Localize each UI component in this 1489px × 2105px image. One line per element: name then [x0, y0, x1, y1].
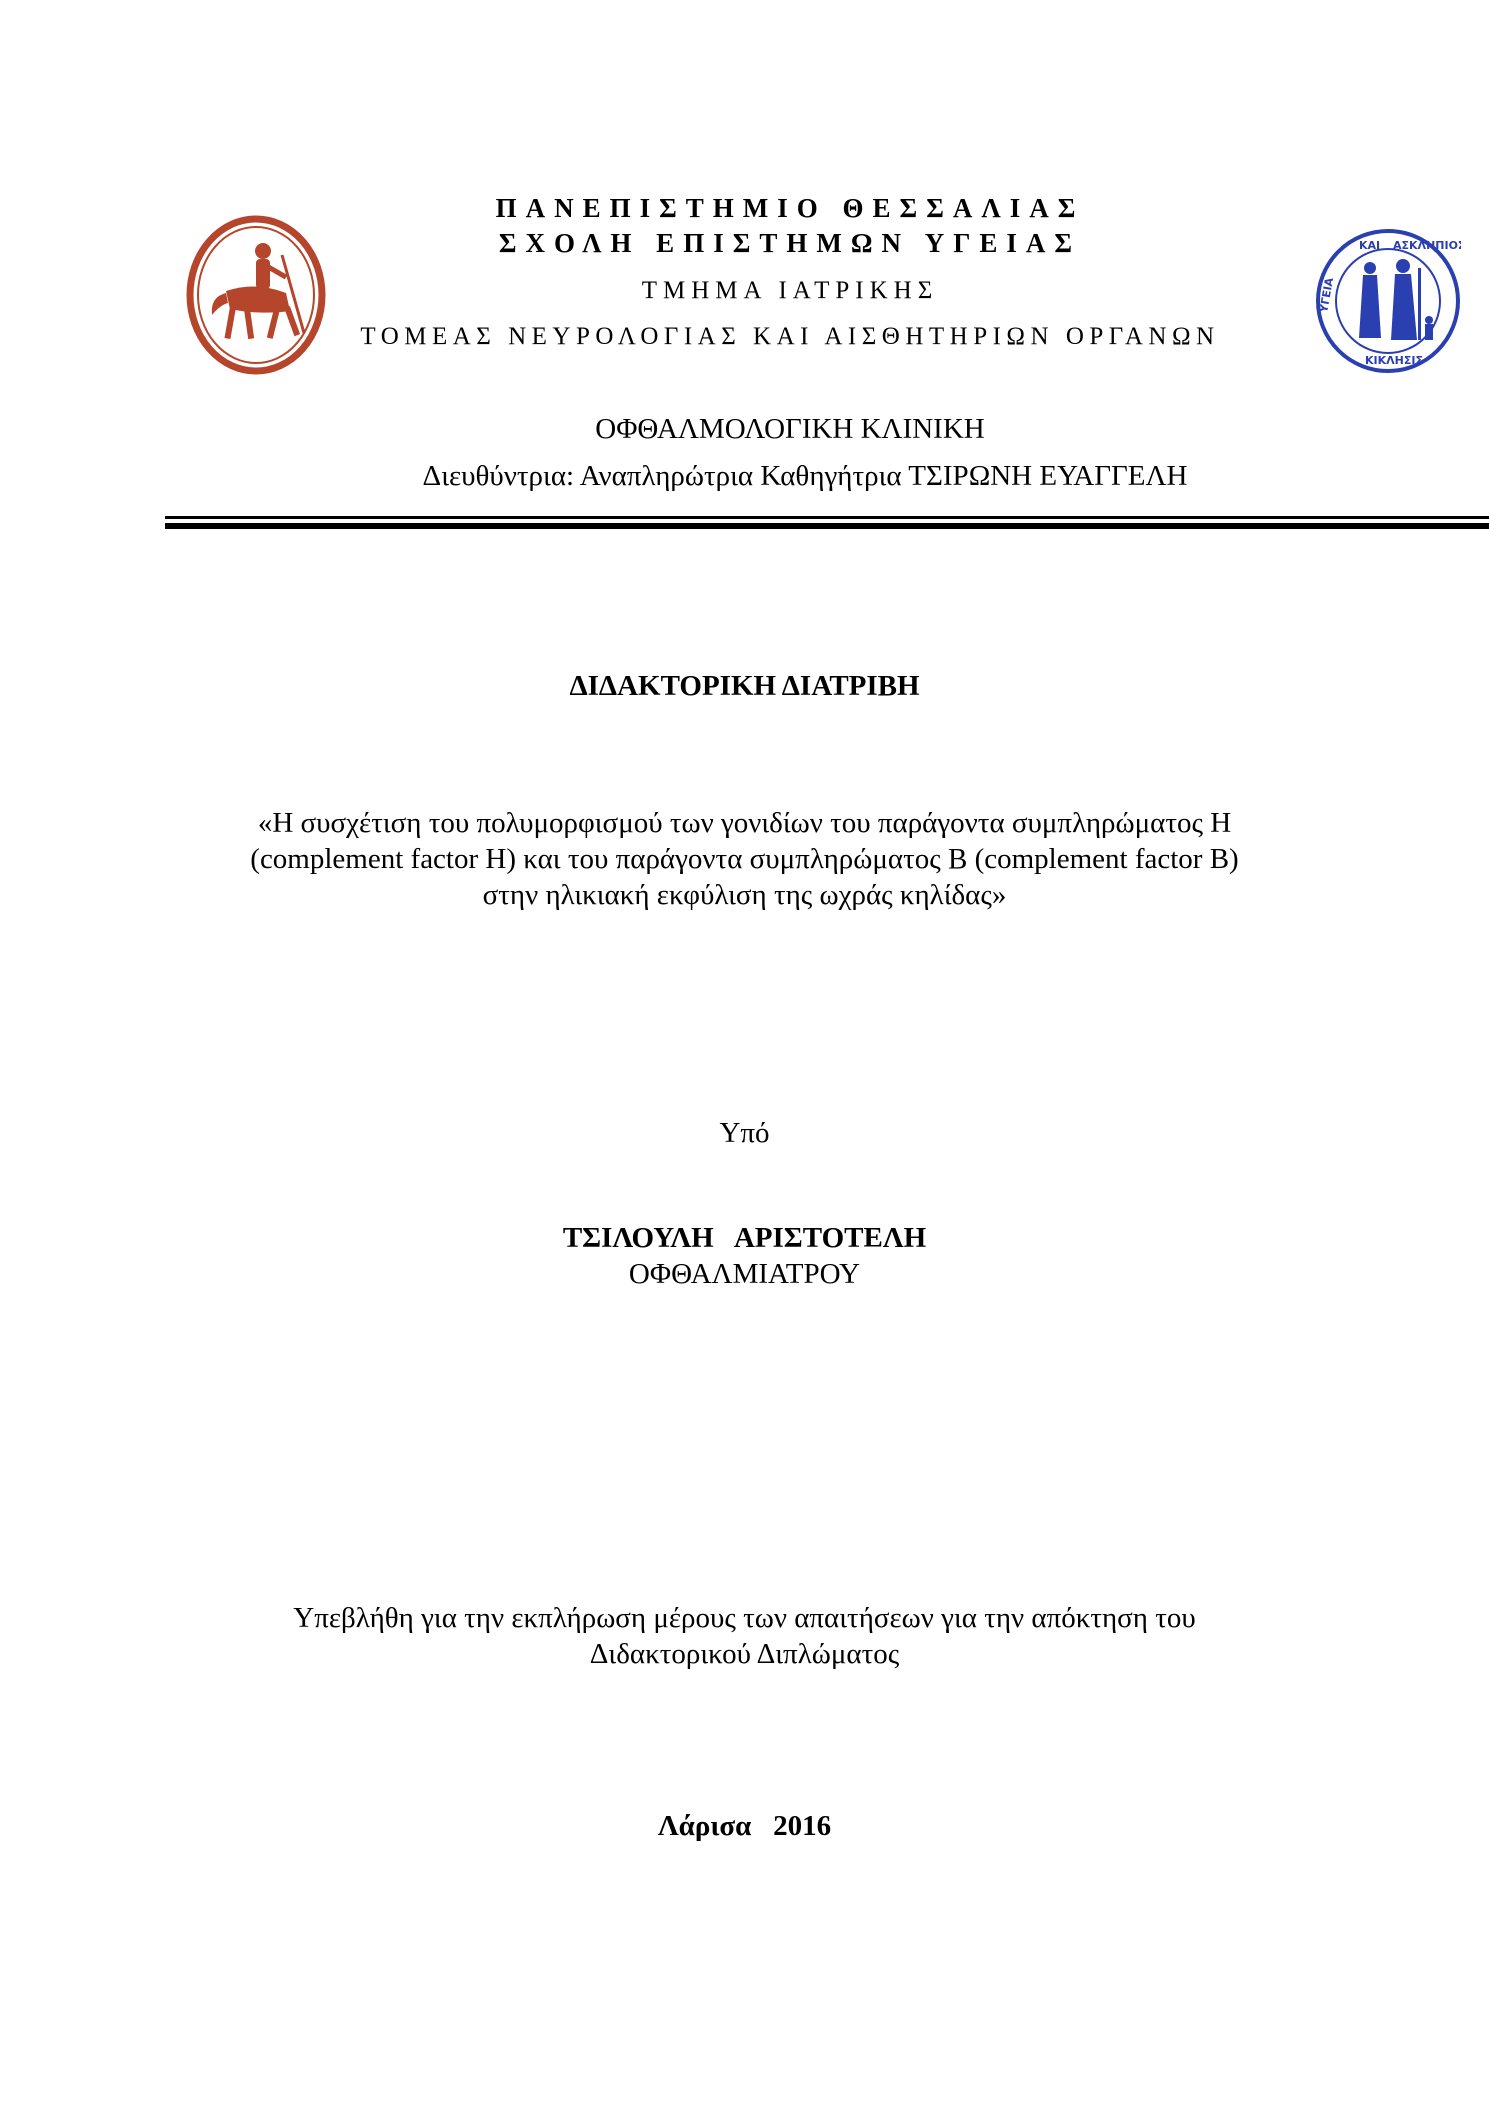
submission-line: Υπεβλήθη για την εκπλήρωση μέρους των απαιτήσεων για την απόκτηση του: [293, 1602, 1196, 1634]
seal-text-asklipios: ΑΣΚΛΗΠΙΟΣ: [1393, 239, 1461, 252]
author-title: ΟΦΘΑΛΜΙΑΤΡΟΥ: [628, 1258, 861, 1290]
document-type: ΔΙΔΑΚΤΟΡΙΚΗ ΔΙΑΤΡΙΒΗ: [569, 670, 920, 702]
thesis-title-line: (complement factor H) και του παράγοντα συμπληρώματος Β (complement factor B): [250, 843, 1239, 875]
author-name: ΤΣΙΛΟΥΛΗ ΑΡΙΣΤΟΤΕΛΗ: [562, 1222, 927, 1254]
place-year: Λάρισα 2016: [657, 1810, 832, 1842]
school-name: ΣΧΟΛΗ ΕΠΙΣΤΗΜΩΝ ΥΓΕΙΑΣ: [498, 228, 1082, 258]
by-label: Υπό: [719, 1117, 770, 1149]
department-name: ΤΜΗΜΑ ΙΑΤΡΙΚΗΣ: [641, 277, 939, 304]
header-rule-thick: [165, 523, 1489, 529]
sector-name: ΤΟΜΕΑΣ ΝΕΥΡΟΛΟΓΙΑΣ ΚΑΙ ΑΙΣΘΗΤΗΡΙΩΝ ΟΡΓΑΝΩΝ: [360, 323, 1220, 350]
thesis-title-line: στην ηλικιακή εκφύλιση της ωχράς κηλίδας»: [482, 879, 1007, 911]
hygeia-asclepius-seal-icon: [1315, 228, 1461, 374]
thesis-title: [0, 805, 1489, 913]
seal-text-ygeia: ΥΓΕΙΑ: [1317, 276, 1337, 314]
clinic-name: ΟΦΘΑΛΜΟΛΟΓΙΚΗ ΚΛΙΝΙΚΗ: [595, 413, 985, 445]
seal-text-kai: ΚΑΙ: [1359, 239, 1381, 252]
submission-line: Διδακτορικού Διπλώματος: [589, 1638, 900, 1670]
thesis-title-line: «Η συσχέτιση του πολυμορφισμού των γονιδίων του παράγοντα συμπληρώματος Η: [257, 807, 1232, 839]
submission-statement: [0, 1600, 1489, 1672]
header-rule-thin: [165, 516, 1489, 519]
seal-text-bottom: ΚΙΚΛΗΣΙΣ: [1365, 354, 1423, 367]
director-line: Διευθύντρια: Αναπληρώτρια Καθηγήτρια ΤΣΙΡΩΝΗ ΕΥΑΓΓΕΛΗ: [422, 460, 1188, 492]
university-name: ΠΑΝΕΠΙΣΤΗΜΙΟ ΘΕΣΣΑΛΙΑΣ: [495, 193, 1085, 223]
